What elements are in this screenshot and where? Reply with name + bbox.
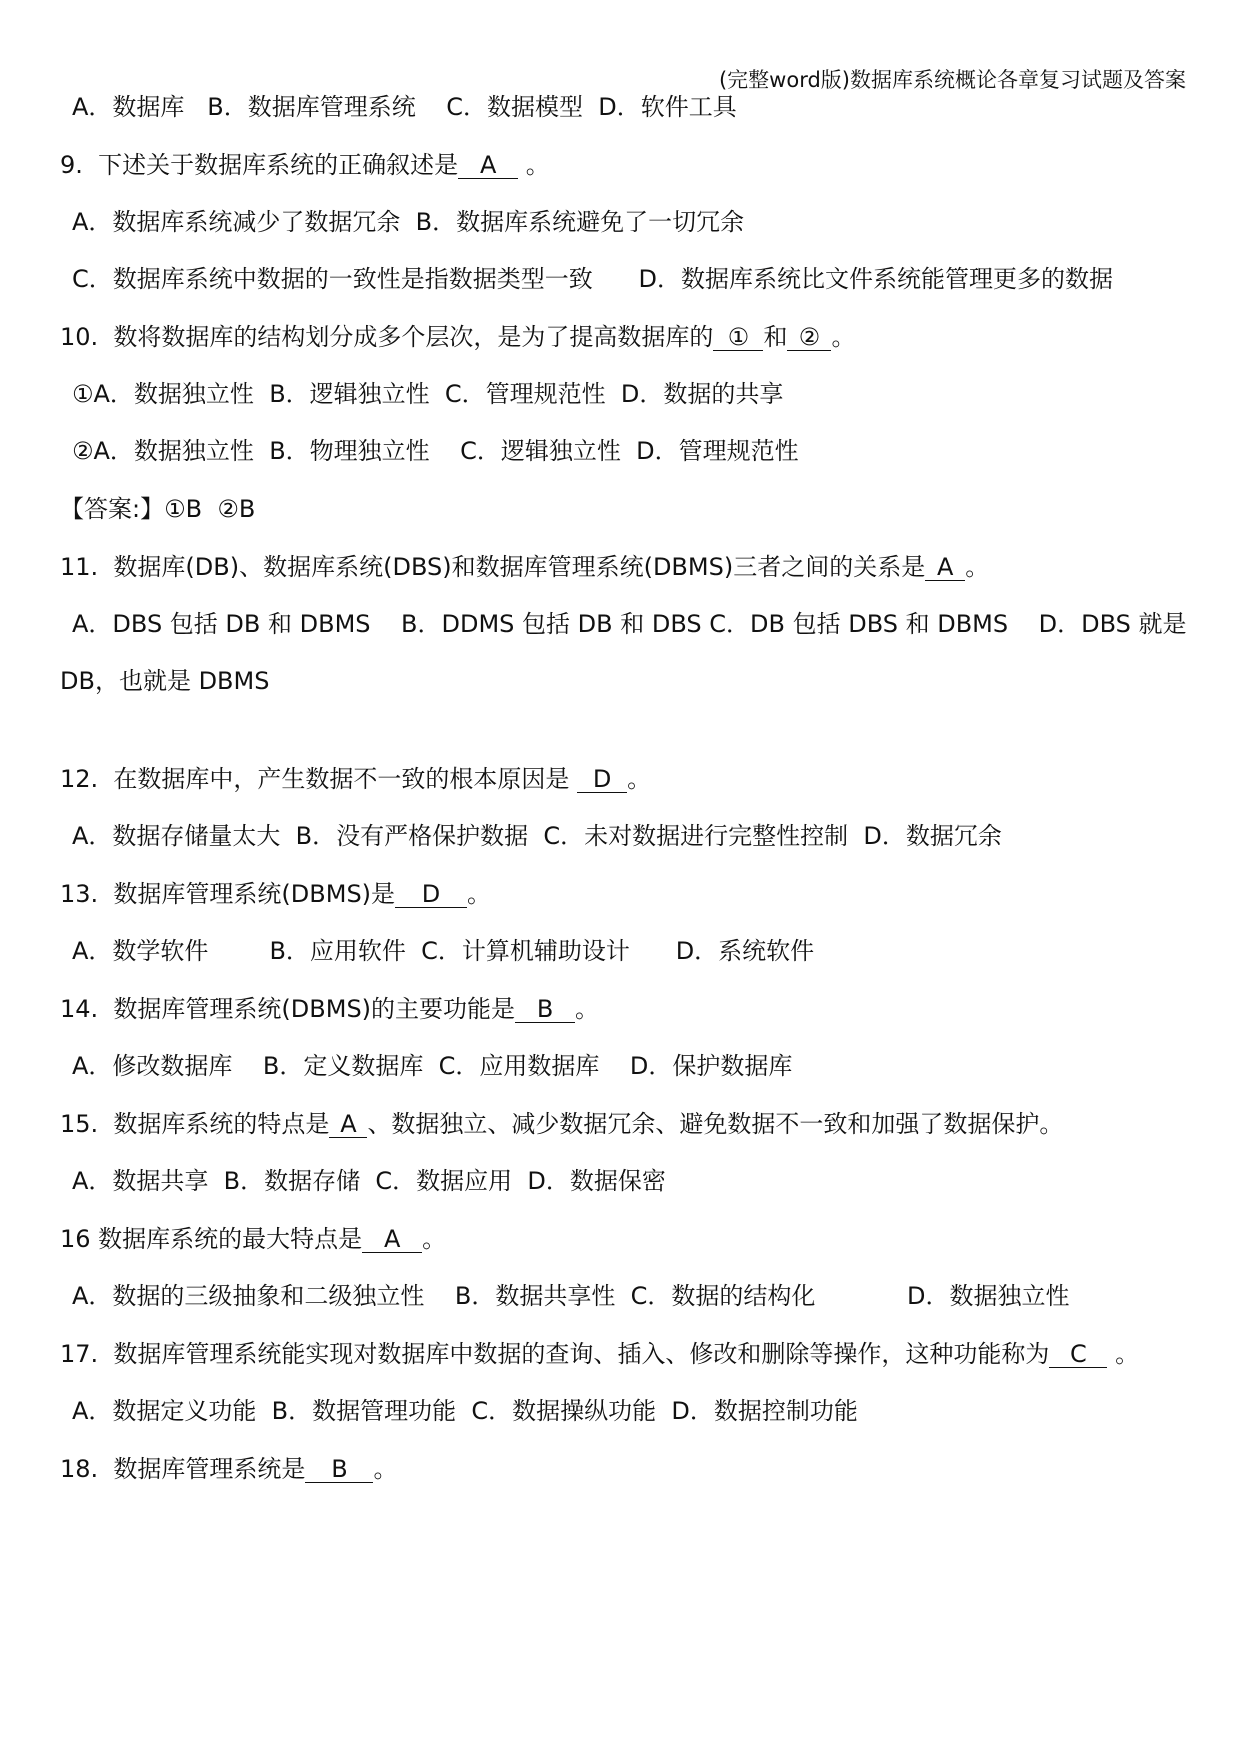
- q12-answer-blank: D: [577, 766, 627, 793]
- q14-options: A．修改数据库 B．定义数据库 C．应用数据库 D．保护数据库: [72, 1052, 793, 1080]
- q13-end: 。: [467, 880, 492, 908]
- page-header: (完整word版)数据库系统概论各章复习试题及答案: [718, 68, 1186, 92]
- q14-answer-blank: B: [515, 996, 575, 1023]
- q18-end: 。: [373, 1455, 398, 1483]
- q16-end: 。: [422, 1225, 447, 1253]
- q16-options: A．数据的三级抽象和二级独立性 B．数据共享性 C．数据的结构化 D．数据独立性: [72, 1282, 1070, 1310]
- q14-question: [60, 994, 599, 1024]
- q11-options-line1: A．DBS 包括 DB 和 DBMS B．DDMS 包括 DB 和 DBS C．DB 包括 DBS 和 DBMS D．DBS 就是: [72, 610, 1187, 638]
- q10-options-2: ②A．数据独立性 B．物理独立性 C．逻辑独立性 D．管理规范性: [72, 437, 799, 465]
- q10-stem: 10. 数将数据库的结构划分成多个层次，是为了提高数据库的: [60, 323, 714, 351]
- q9-stem: 9. 下述关于数据库系统的正确叙述是: [60, 151, 459, 179]
- q9-options-cd: C．数据库系统中数据的一致性是指数据类型一致 D．数据库系统比文件系统能管理更多的数据: [72, 265, 1114, 293]
- q12-options: A．数据存储量太大 B．没有严格保护数据 C．未对数据进行完整性控制 D．数据冗余: [72, 822, 1002, 850]
- q12-stem: 12. 在数据库中，产生数据不一致的根本原因是: [60, 765, 578, 793]
- q12-question: [60, 764, 651, 794]
- q9-end: 。: [518, 151, 550, 179]
- q10-options-1: ①A．数据独立性 B．逻辑独立性 C．管理规范性 D．数据的共享: [72, 380, 784, 408]
- q13-question: [60, 879, 491, 909]
- q11-stem: 11. 数据库(DB)、数据库系统(DBS)和数据库管理系统(DBMS)三者之间的关系是: [60, 553, 926, 581]
- q11-answer-blank: A: [925, 554, 965, 581]
- q17-answer-blank: C: [1049, 1341, 1107, 1368]
- q10-blank-1: ①: [713, 324, 763, 351]
- q13-stem: 13. 数据库管理系统(DBMS)是: [60, 880, 396, 908]
- q17-question: [60, 1339, 1139, 1369]
- q17-options: A．数据定义功能 B．数据管理功能 C．数据操纵功能 D．数据控制功能: [72, 1397, 858, 1425]
- q8-options: A．数据库 B．数据库管理系统 C．数据模型 D．软件工具: [72, 93, 737, 121]
- q16-answer-blank: A: [362, 1226, 422, 1253]
- q18-question: [60, 1454, 397, 1484]
- q13-answer-blank: D: [395, 881, 467, 908]
- q18-stem: 18. 数据库管理系统是: [60, 1455, 306, 1483]
- q15-rest: 、数据独立、减少数据冗余、避免数据不一致和加强了数据保护。: [367, 1110, 1064, 1138]
- q11-end: 。: [965, 553, 990, 581]
- q17-stem: 17. 数据库管理系统能实现对数据库中数据的查询、插入、修改和删除等操作，这种功能称为: [60, 1340, 1050, 1368]
- q11-options-line2: DB，也就是 DBMS: [60, 667, 270, 695]
- q13-options: A．数学软件 B．应用软件 C．计算机辅助设计 D．系统软件: [72, 937, 815, 965]
- q10-end: 。: [831, 323, 856, 351]
- q15-answer-blank: A: [329, 1111, 367, 1138]
- q14-stem: 14. 数据库管理系统(DBMS)的主要功能是: [60, 995, 516, 1023]
- q11-question: [60, 552, 989, 582]
- q16-question: [60, 1224, 446, 1254]
- q10-answer-line: 【答案:】①B ②B: [60, 495, 256, 523]
- q18-answer-blank: B: [305, 1456, 373, 1483]
- q9-answer-blank: A: [458, 152, 518, 179]
- q12-end: 。: [627, 765, 652, 793]
- q16-stem: 16 数据库系统的最大特点是: [60, 1225, 363, 1253]
- q9-options-ab: A．数据库系统减少了数据冗余 B．数据库系统避免了一切冗余: [72, 208, 745, 236]
- q15-options: A．数据共享 B．数据存储 C．数据应用 D．数据保密: [72, 1167, 666, 1195]
- q15-question: [60, 1109, 1063, 1139]
- q10-blank-2: ②: [787, 324, 831, 351]
- q10-question: [60, 322, 855, 352]
- q9-question: [60, 150, 550, 180]
- q15-stem: 15. 数据库系统的特点是: [60, 1110, 330, 1138]
- q14-end: 。: [575, 995, 600, 1023]
- q17-end: 。: [1107, 1340, 1140, 1368]
- q10-mid: 和: [763, 323, 788, 351]
